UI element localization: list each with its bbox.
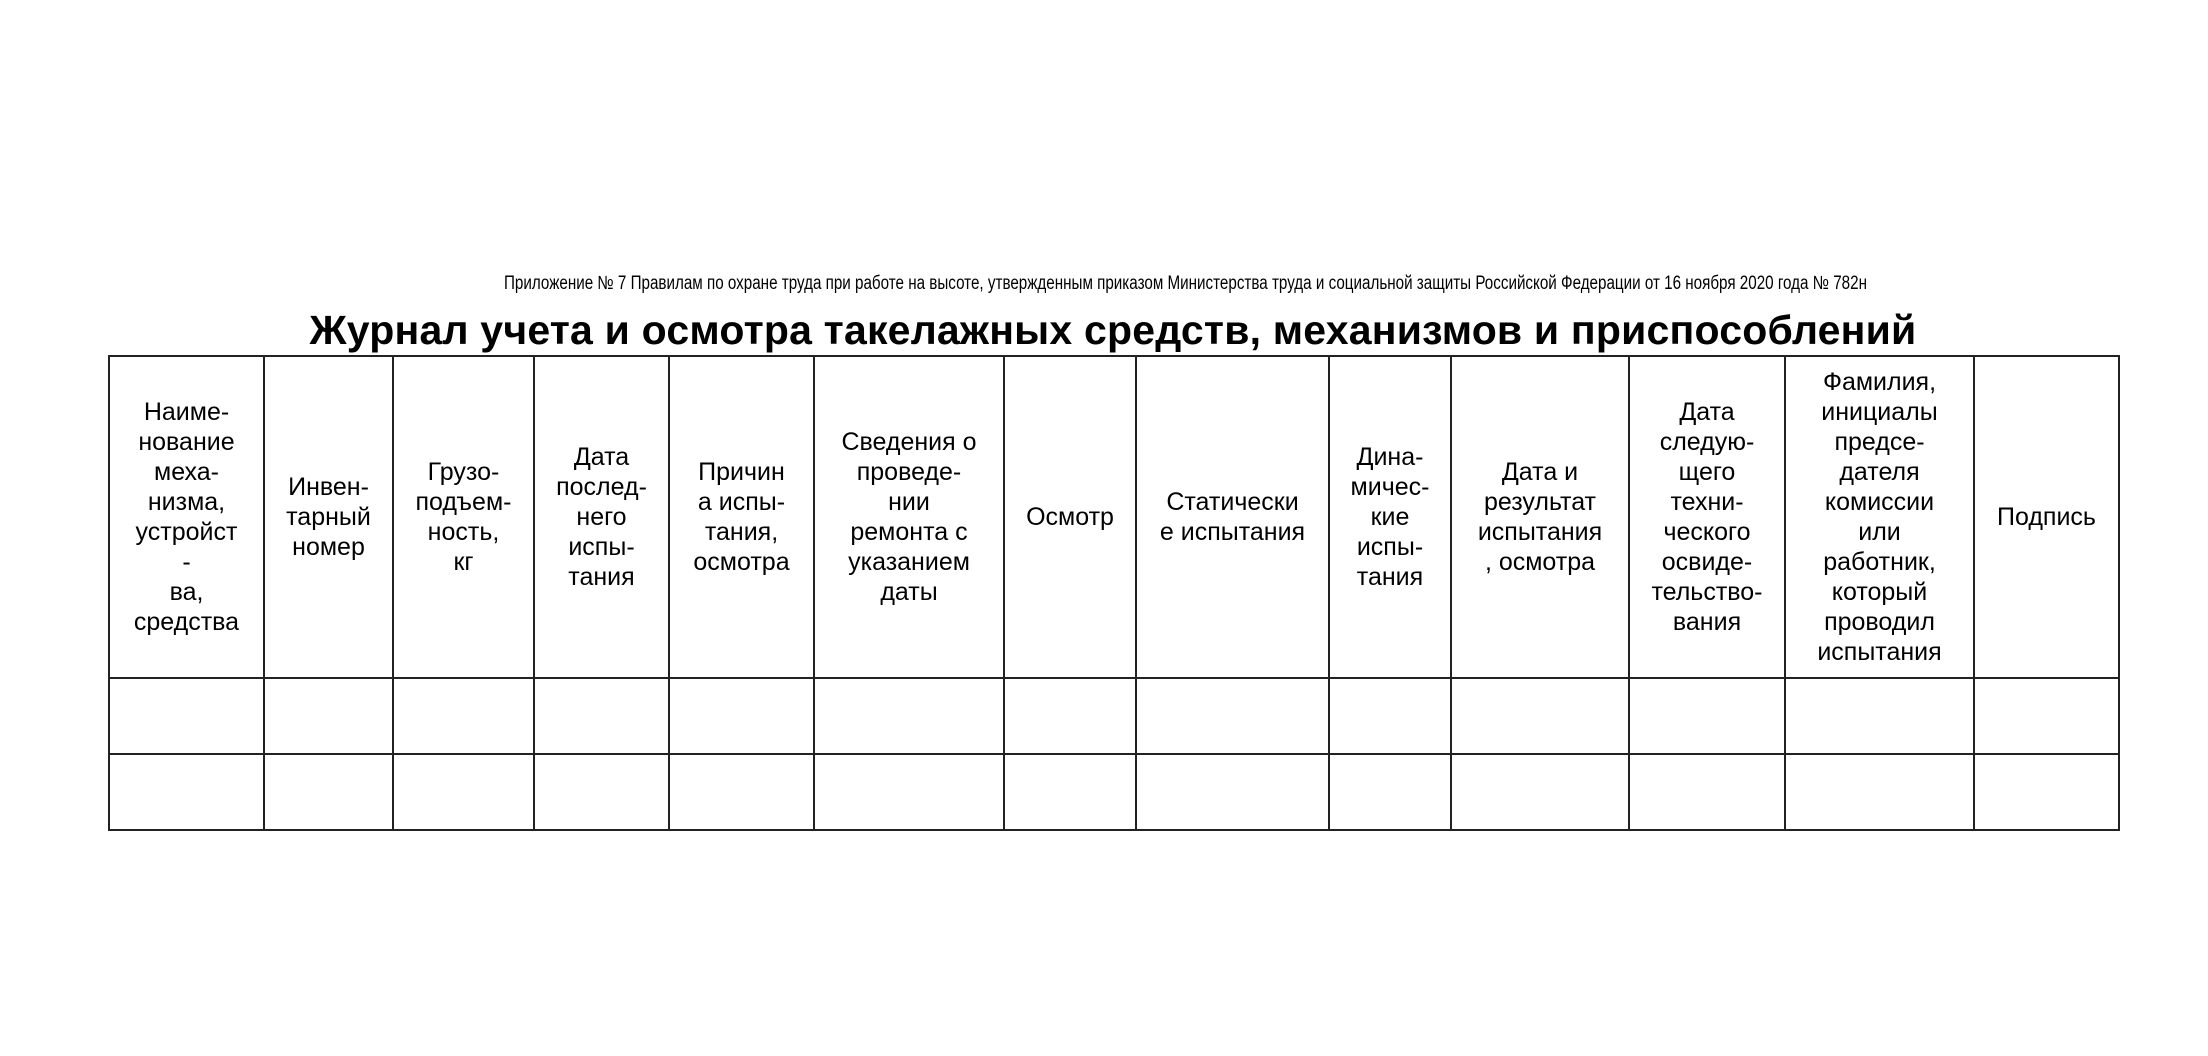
table-cell[interactable] xyxy=(534,754,669,830)
column-header-static-tests: Статически е испытания xyxy=(1136,356,1329,678)
table-cell[interactable] xyxy=(1451,678,1629,754)
table-cell[interactable] xyxy=(109,754,264,830)
column-header-load-capacity: Грузо- подъем- ность, кг xyxy=(393,356,534,678)
journal-title: Журнал учета и осмотра такелажных средств, механизмов и приспособлений xyxy=(309,307,1917,353)
table-cell[interactable] xyxy=(669,754,814,830)
column-header-test-reason: Причин а испы- тания, осмотра xyxy=(669,356,814,678)
column-header-inspection: Осмотр xyxy=(1004,356,1136,678)
table-cell[interactable] xyxy=(264,678,393,754)
column-header-signature: Подпись xyxy=(1974,356,2119,678)
table-row xyxy=(109,754,2119,830)
column-header-dynamic-tests: Дина- мичес- кие испы- тания xyxy=(1329,356,1451,678)
column-header-mechanism-name: Наиме- нование меха- низма, устройст - ва, средства xyxy=(109,356,264,678)
table-cell[interactable] xyxy=(1785,678,1974,754)
table-cell[interactable] xyxy=(1629,678,1785,754)
column-header-repair-info: Сведения о проведе- нии ремонта с указанием даты xyxy=(814,356,1004,678)
table-cell[interactable] xyxy=(109,678,264,754)
column-header-test-date-result: Дата и результат испытания , осмотра xyxy=(1451,356,1629,678)
column-header-inventory-number: Инвен- тарный номер xyxy=(264,356,393,678)
table-cell[interactable] xyxy=(264,754,393,830)
table-cell[interactable] xyxy=(1004,754,1136,830)
table-cell[interactable] xyxy=(1974,678,2119,754)
table-cell[interactable] xyxy=(393,678,534,754)
appendix-note: Приложение № 7 Правилам по охране труда при работе на высоте, утвержденным приказом Министерства труда и социальной защиты Российской Федерации от 16 ноября 2020 года № 782н xyxy=(504,273,1867,294)
table-cell[interactable] xyxy=(1329,678,1451,754)
table-cell[interactable] xyxy=(1004,678,1136,754)
table-cell[interactable] xyxy=(1136,678,1329,754)
table-cell[interactable] xyxy=(393,754,534,830)
table-cell[interactable] xyxy=(1329,754,1451,830)
table-cell[interactable] xyxy=(814,678,1004,754)
journal-table xyxy=(108,355,2120,831)
table-cell[interactable] xyxy=(1451,754,1629,830)
column-header-next-examination-date: Дата следую- щего техни- ческого освиде- тельство- вания xyxy=(1629,356,1785,678)
table-cell[interactable] xyxy=(814,754,1004,830)
column-header-last-test-date: Дата послед- него испы- тания xyxy=(534,356,669,678)
table-cell[interactable] xyxy=(669,678,814,754)
table-row xyxy=(109,678,2119,754)
table-cell[interactable] xyxy=(1136,754,1329,830)
header-row xyxy=(109,356,2119,678)
column-header-chairman-name: Фамилия, инициалы предсе- дателя комиссии или работник, который проводил испытания xyxy=(1785,356,1974,678)
table-cell[interactable] xyxy=(1785,754,1974,830)
table-cell[interactable] xyxy=(534,678,669,754)
table-cell[interactable] xyxy=(1974,754,2119,830)
table-cell[interactable] xyxy=(1629,754,1785,830)
